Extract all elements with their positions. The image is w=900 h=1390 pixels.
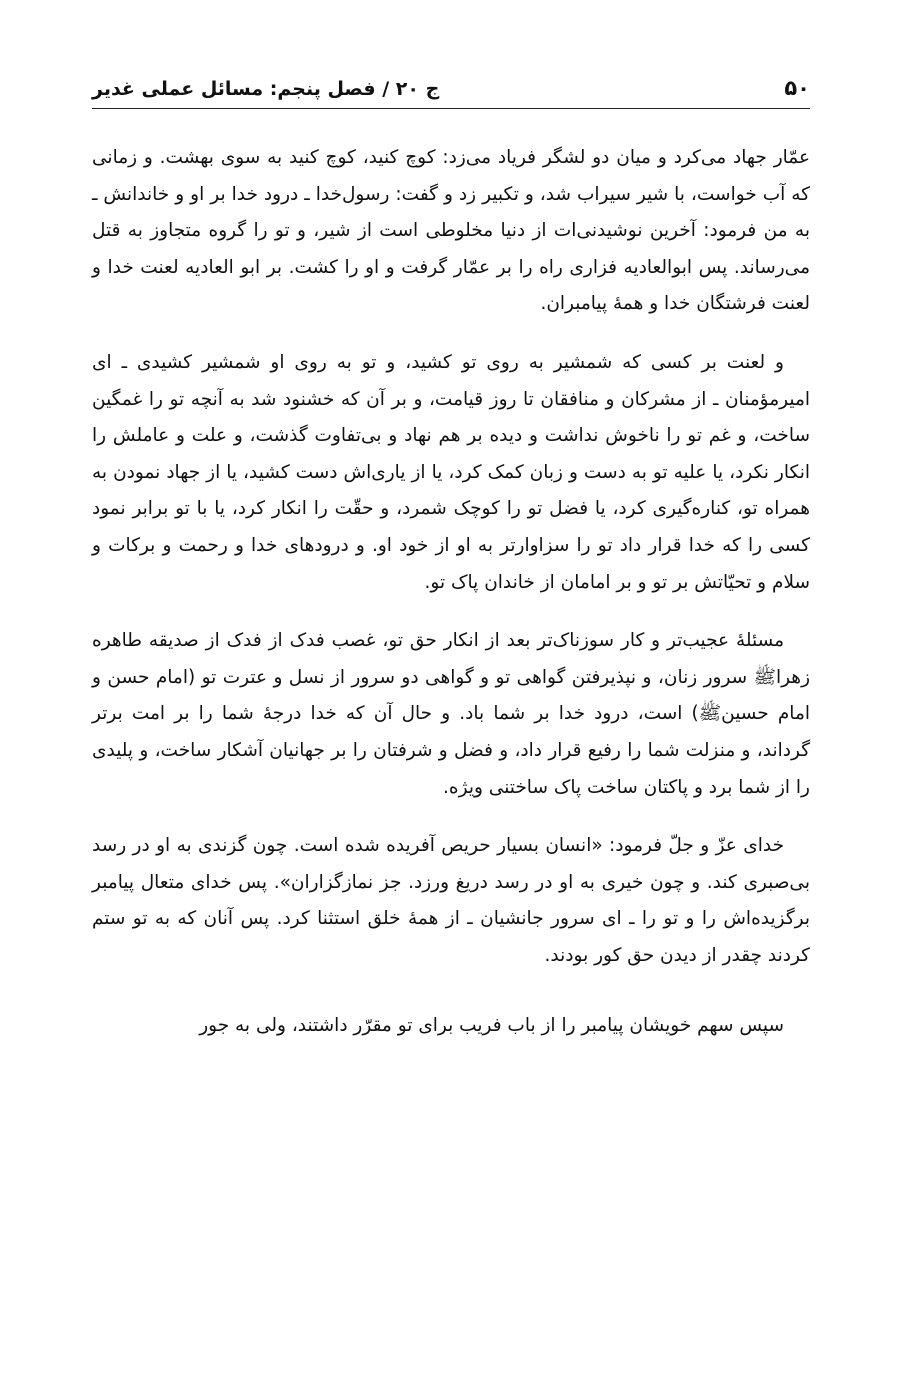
paragraph-2: و لعنت بر کسی که شمشیر به روی تو کشید، و تو به روی او شمشیر کشیدی ـ ای امیرمؤمنان ـ از مشرکان و منافقان تا روز قیامت، و بر آن که خشنود شد به آنچه تو را غمگین ساخت، و غم تو را ناخوش نداشت و دیده بر هم نهاد و بی‌تفاوت گذشت، و علت و عاملش را انکار نکرد، یا علیه تو به دست و زبان کمک کرد، یا از یاری‌اش دست کشید، یا از جهاد نمودن به همراه تو، کناره‌گیری کرد، یا فضل تو را کوچک شمرد، و حقّت را انکار کرد، یا با تو برابر نمود کسی را که خدا قرار داد تو را سزاوارتر به او از خود او. و درودهای خدا و رحمت و برکات و سلام و تحیّاتش بر تو و بر امامان از خاندان پاک تو. [92,351,810,593]
page-header [92,68,810,109]
body-text [92,140,810,1067]
paragraph-5: سپس سهم خویشان پیامبر را از باب فریب برای تو مقرّر داشتند، ولی به جور [199,1015,784,1037]
paragraph-3: مسئلهٔ عجیب‌تر و کار سوزناک‌تر بعد از انکار حق تو، غصب فدک از فدک از صدیقه طاهره زهراﷺ سرور زنان، و نپذیرفتن گواهی تو و گواهی دو سرور از نسل و عترت تو (امام حسن و امام حسینﷺ) است، درود خدا بر شما باد. و حال آن که خدا درجهٔ شما را بر امت برتر گرداند، و منزلت شما را رفیع قرار داد، و فضل و شرفتان را بر جهانیان آشکار ساخت، و پلیدی را از شما برد و پاکتان ساخت پاک ساختنی ویژه. [92,630,810,798]
running-head: ج ۲۰ / فصل پنجم: مسائل عملی غدیر [92,78,440,100]
page-number: ۵۰ [784,76,810,100]
paragraph-4: خدای عزّ و جلّ فرمود: «انسان بسیار حریص آفریده شده است. چون گزندی به او در رسد بی‌صبری کند. و چون خیری به او در رسد دریغ ورزد. جز نمازگزاران». پس خدای متعال پیامبر برگزیده‌اش را و تو را ـ ای سرور جانشیان ـ از همهٔ خلق استثنا کرد. پس آنان که به تو ستم کردند چقدر از دیدن حق کور بودند. [92,835,810,966]
paragraph-1: عمّار جهاد می‌کرد و میان دو لشگر فریاد می‌زد: کوچ کنید، کوچ کنید به سوی بهشت. و زمانی که آب خواست، با شیر سیراب شد، و تکبیر زد و گفت: رسول‌خدا ـ درود خدا بر او و خاندانش ـ به من فرمود: آخرین نوشیدنی‌ات از دنیا مخلوطی است از شیر، و تو را گروه متجاوز به قتل می‌رساند. پس ابوالعادیه فزاری راه را بر عمّار گرفت و او را کشت. بر ابو العادیه لعنت خدا و لعنت فرشتگان خدا و همهٔ پیامبران. [92,147,810,315]
